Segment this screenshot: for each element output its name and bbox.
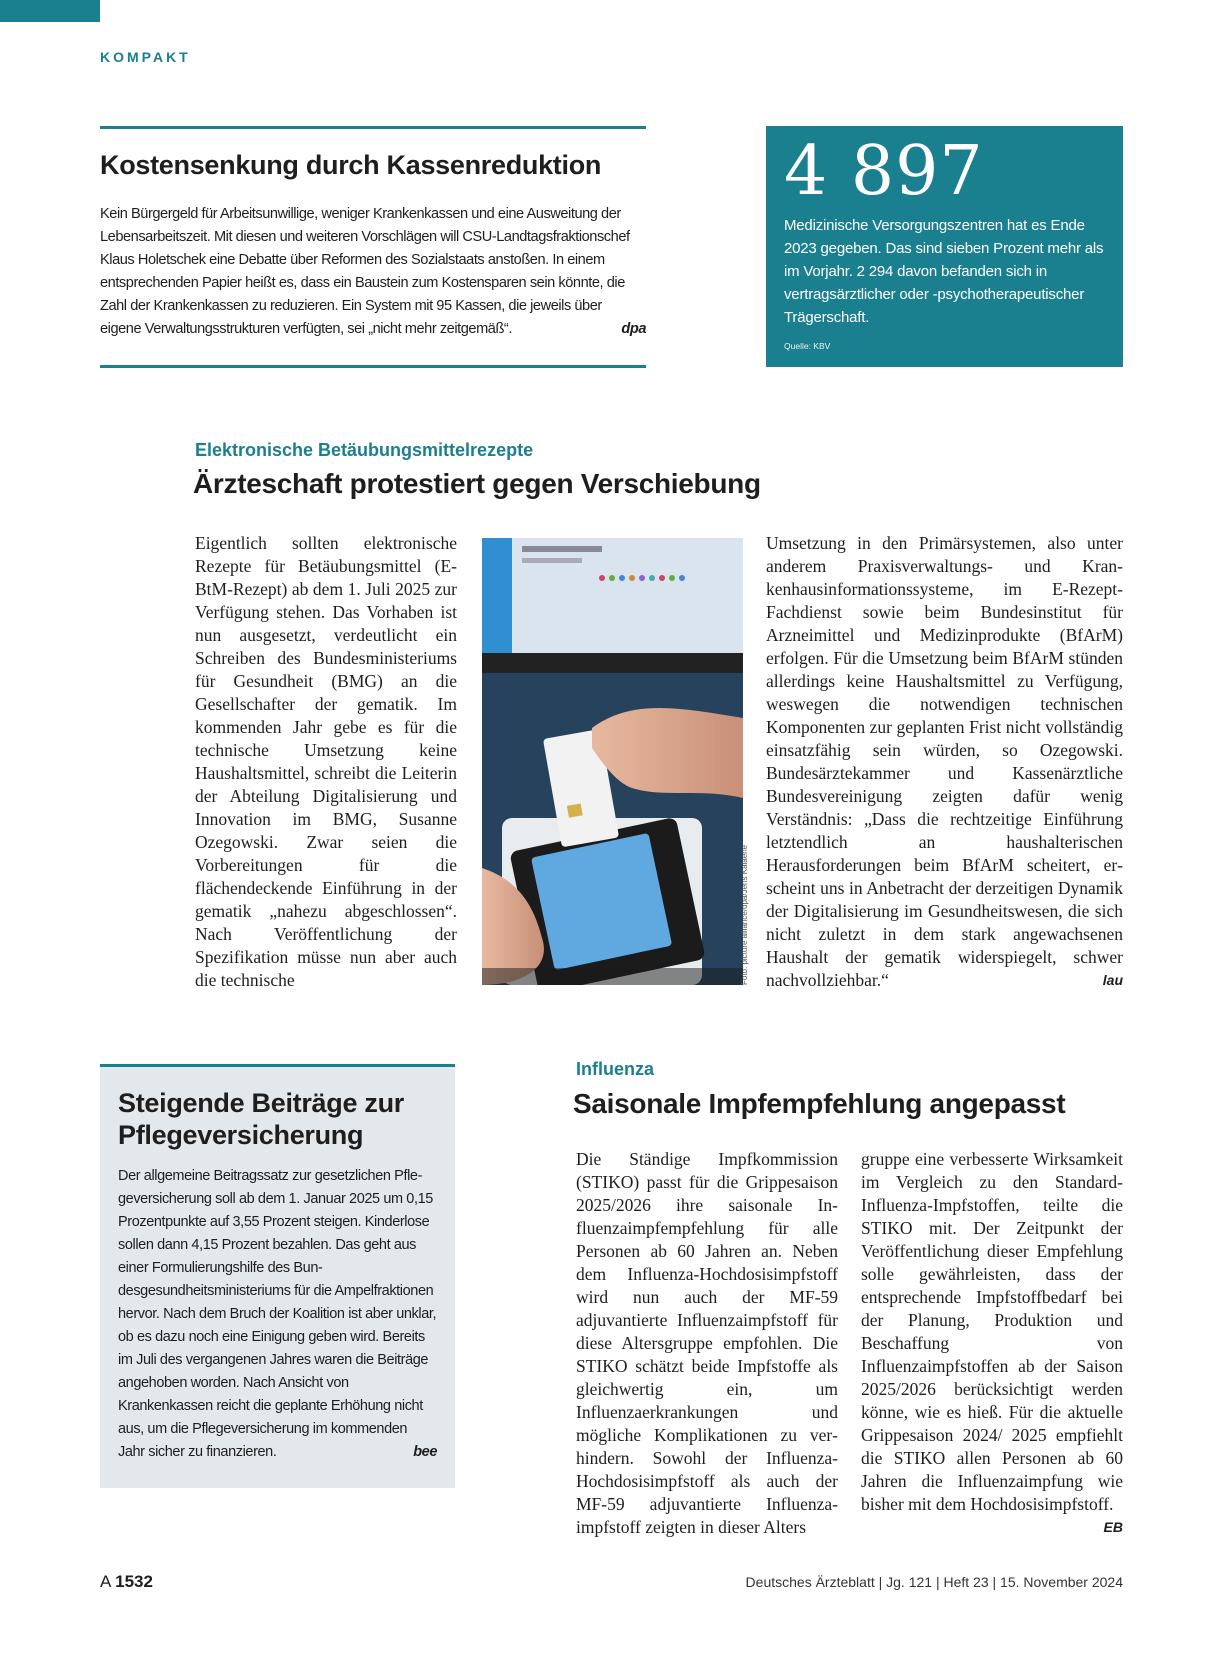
- article4-title: Saisonale Impfempfehlung angepasst: [573, 1088, 1066, 1119]
- article3-body: [118, 1165, 437, 1464]
- article1-text: Kein Bürgergeld für Arbeitsunwillige, weniger Krankenkassen und eine Ausweitung der Lebensarbeitszeit. Mit diesen und weiteren Vorschlägen will CSU-Landtagsfraktionschef Klaus Holetschek eine Debatte über Reformen des Sozialstaats anstoßen. In einem entsprechenden Papier heißt es, dass ein Baustein zum Kostensparen sein könnte, die Zahl der Krankenkassen zu reduzieren. Ein System mit 95 Kassen, die jeweils über eigene Verwaltungsstrukturen verfügten, sei „nicht mehr zeitgemäß“.: [100, 206, 630, 337]
- journal-info: Deutsches Ärzteblatt | Jg. 121 | Heft 23 | 15. November 2024: [745, 1574, 1123, 1590]
- article4-column-2-text: gruppe eine verbesserte Wirksamkeit im Vergleich zu den Standard-Influenza-Impfstoffen, teilte die STIKO mit. Der Zeitpunkt der Veröffentlichung dieser Empfehlung solle gewährleisten, dass der entsprechende Impfstoffbedarf bei der Planung, Produktion und Beschaffung von Influenzaimpfstoffen ab der Saison 2025/2026 berücksichtigt werden könne, wie es hieß. Für die aktuelle Grippesaison 2024/ 2025 empfiehlt die STIKO allen Personen ab 60 Jahren die Influenzaimpfung wie bisher mit dem Hochdosisimpfstoff.: [861, 1149, 1123, 1514]
- article2-column-2: [766, 532, 1123, 992]
- article-pflegeversicherung-box: [100, 1064, 455, 1488]
- page-number: [100, 1572, 153, 1592]
- article-kostensenkung: [100, 126, 646, 368]
- stat-source: Quelle: KBV: [784, 341, 831, 351]
- top-accent-bar: [0, 0, 100, 22]
- page-prefix: A: [100, 1572, 111, 1591]
- article3-title: Steigende Beiträge zur Pflegeversicherung: [118, 1088, 404, 1150]
- article2-kicker: Elektronische Betäubungsmittelrezepte: [195, 440, 534, 460]
- article4-kicker: Influenza: [576, 1059, 655, 1079]
- article3-text: Der allgemeine Beitragssatz zur gesetzlichen Pflegeversicherung soll ab dem 1. Januar 2025 um 0,15 Prozentpunkte auf 3,55 Prozent steigen. Kinderlose sollen dann 4,15 Prozent bezahlen. Das geht aus einer Formulierungshilfe des Bundesgesundheitsministeriums für die Ampelfraktionen hervor. Nach dem Bruch der Koalition ist aber unklar, ob es dazu noch eine Einigung geben wird. Bereits im Juli des vergangenen Jahres waren die Beiträge angehoben worden. Nach Ansicht von Krankenkassen reicht die geplante Erhöhung nicht aus, um die Pflegeversicherung im kommenden Jahr sicher zu finanzieren.: [118, 1168, 437, 1460]
- article3-signature: bee: [413, 1444, 437, 1460]
- stat-text: Medizinische Versorgungszentren hat es Ende 2023 gegeben. Das sind sieben Prozent mehr als im Vorjahr. 2 294 davon befanden sich in vertragsärztlicher oder -psychotherapeutischer Trägerschaft.: [784, 217, 1104, 326]
- card-reader-illustration: [482, 538, 743, 985]
- article4-column-1: Die Ständige Impfkommission (STIKO) passt für die Grippesaison 2025/2026 ihre saisonale Influenzaimpfempfehlung für alle Personen ab 60 Jahren an. Neben dem Influenza-Hochdosisimpfstoff wird nun auch der MF-59 adjuvantierte Influenzaimpfstoff für diese Altersgruppe empfohlen. Die STIKO schätzt beide Impfstoffe als gleichwertig ein, um Influenzaerkrankungen und mögliche Komplikationen zu verhindern. Sowohl der Influenza-Hochdosisimpfstoff als auch der MF-59 adjuvantierte Influenzaimpfstoff zeigten in dieser Alters: [576, 1149, 838, 1537]
- article1-body: [100, 203, 646, 341]
- article2-photo: [482, 538, 743, 985]
- article2-title: Ärzteschaft protestiert gegen Verschiebung: [193, 468, 761, 499]
- page-number-value: 1532: [115, 1572, 153, 1591]
- photo-credit: Foto: picture alliance/dpa/Jens Kalaene: [740, 844, 749, 985]
- article4-signature: EB: [1103, 1519, 1123, 1535]
- stat-number: 4 897: [784, 132, 984, 211]
- article2-column-1: Eigentlich sollten elektronische Rezepte für Betäubungsmittel (E-BtM-Rezept) ab dem 1. Juli 2025 zur Verfügung stehen. Das Vorhaben ist nun ausgesetzt, verdeutlicht ein Schreiben des Bundesministeriums für Gesundheit (BMG) an die Gesellschafter der gematik. Im kommenden Jahr gebe es für die technische Umsetzung keine Haushaltsmittel, schreibt die Leiterin der Abteilung Digitalisierung und Innovation im BMG, Susanne Ozegowski. Zwar seien die Vorbereitungen für die flächendeckende Einführung in der gematik „nahezu abgeschlossen“. Nach Veröffentlichung der Spezifikation müsse nun aber auch die technische: [195, 533, 457, 990]
- article2-column-2-text: Umsetzung in den Primärsystemen, also unter anderem Praxisverwaltungs- und Krankenhausinformationssysteme, im E-Rezept-Fachdienst sowie beim Bundesinstitut für Arzneimittel und Medizinprodukte (BfArM) erfolgen. Für die Umsetzung beim BfArM stünden allerdings keine Haushaltsmittel zu Verfügung, weswegen die notwendigen technischen Komponenten zur geplanten Frist nicht vollständig einsatzfähig sein würden, so Ozegowski. Bundesärztekammer und Kassenärztliche Bundesvereinigung zeigten dafür wenig Verständnis: „Dass die rechtzeitige Einführung letztendlich an haushalterischen Herausforderungen beim BfArM scheitert, erscheint uns in Anbetracht der derzeitigen Dynamik der Digitalisierung im Gesundheitswesen, die sich nicht zuletzt in dem stark angewachsenen Haushalt der gematik widerspiegelt, schwer nachvollziehbar.“: [766, 533, 1123, 990]
- stat-box: [766, 126, 1123, 367]
- article1-title: Kostensenkung durch Kassenreduktion: [100, 150, 602, 180]
- article2-signature: lau: [1102, 972, 1123, 988]
- article4-column-2: [861, 1148, 1123, 1539]
- article1-signature: dpa: [621, 321, 646, 337]
- section-label: KOMPAKT: [100, 49, 191, 65]
